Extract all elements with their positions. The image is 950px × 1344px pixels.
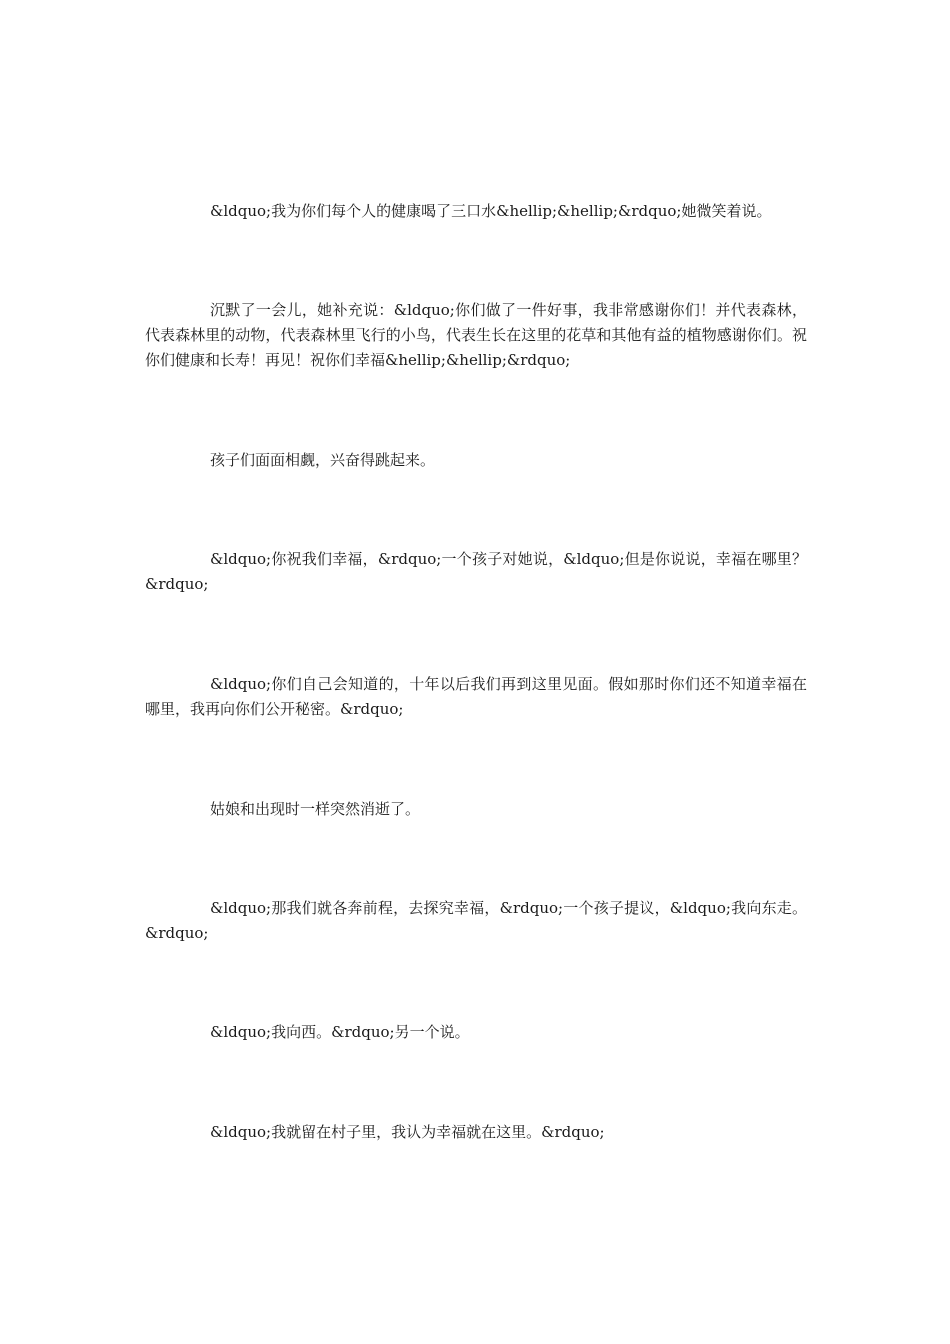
paragraph-6: 姑娘和出现时一样突然消逝了。	[210, 800, 421, 818]
paragraph-3: 孩子们面面相觑，兴奋得跳起来。	[210, 451, 436, 469]
paragraph-4: &ldquo;你祝我们幸福，&rdquo;一个孩子对她说，&ldquo;但是你说说，幸福在哪里？&rdquo;	[145, 550, 807, 593]
paragraph-8: &ldquo;我向西。&rdquo;另一个说。	[210, 1023, 470, 1041]
paragraph-9: &ldquo;我就留在村子里，我认为幸福就在这里。&rdquo;	[210, 1123, 605, 1141]
paragraph-2: 沉默了一会儿，她补充说：&ldquo;你们做了一件好事，我非常感谢你们！并代表森林，代表森林里的动物，代表森林里飞行的小鸟，代表生长在这里的花草和其他有益的植物感谢你们。祝你们健康和长寿！再见！祝你们幸福&hellip;&hellip;&rdquo;	[145, 301, 807, 369]
paragraph-7: &ldquo;那我们就各奔前程，去探究幸福，&rdquo;一个孩子提议，&ldquo;我向东走。&rdquo;	[145, 899, 807, 942]
paragraph-5: &ldquo;你们自己会知道的，十年以后我们再到这里见面。假如那时你们还不知道幸福在哪里，我再向你们公开秘密。&rdquo;	[145, 675, 807, 718]
paragraph-1: &ldquo;我为你们每个人的健康喝了三口水&hellip;&hellip;&rdquo;她微笑着说。	[210, 202, 772, 220]
